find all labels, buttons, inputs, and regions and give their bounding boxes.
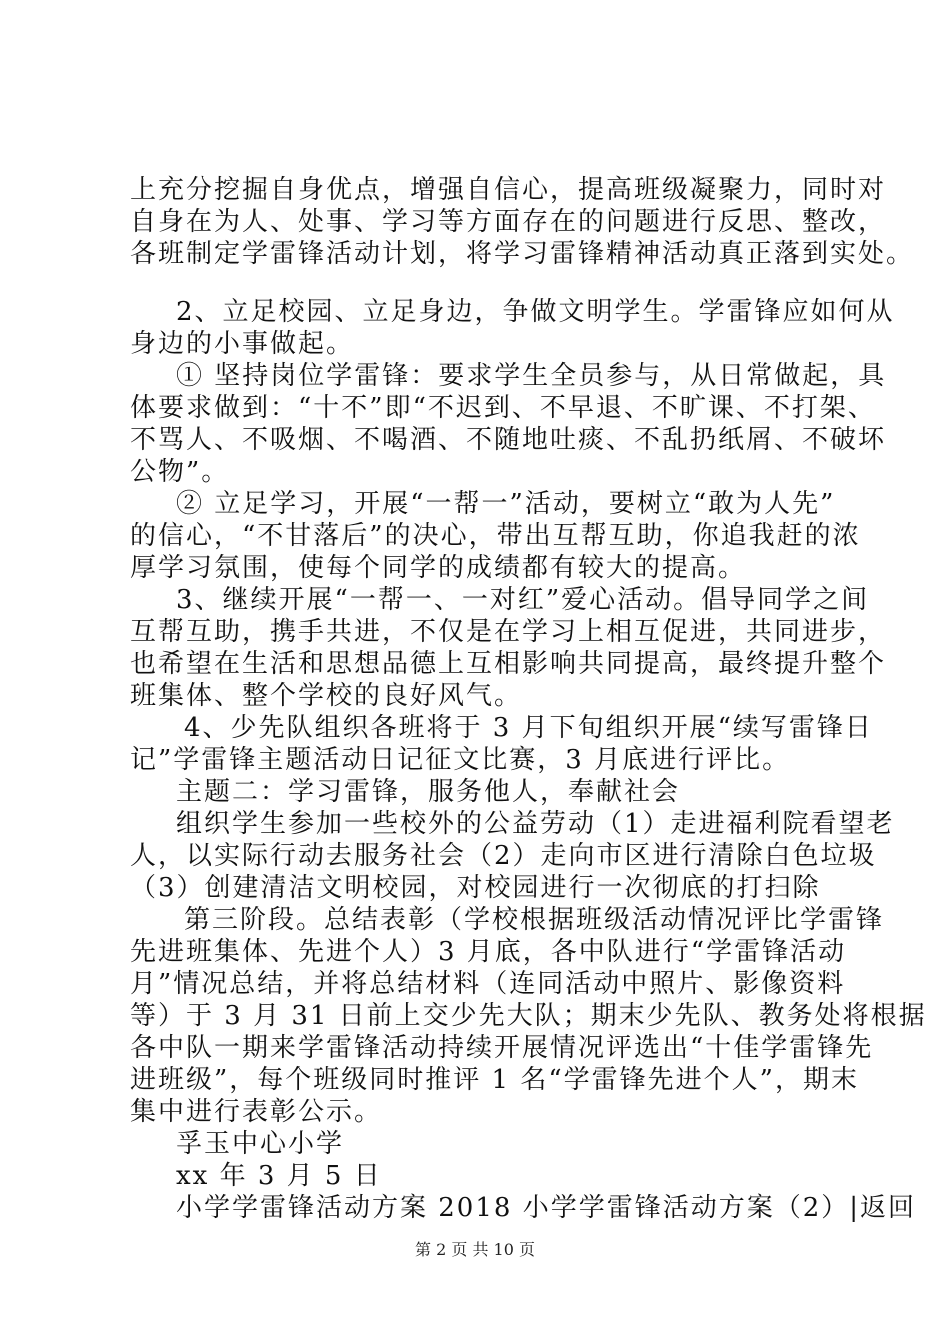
paragraph-line: 体要求做到：“十不”即“不迟到、不早退、不旷课、不打架、 <box>130 393 876 423</box>
page-footer: 第 2 页 共 10 页 <box>415 1240 535 1259</box>
paragraph-line: 各中队一期来学雷锋活动持续开展情况评选出“十佳学雷锋先 <box>130 1033 874 1063</box>
paragraph-line: 不骂人、不吸烟、不喝酒、不随地吐痰、不乱扔纸屑、不破坏 <box>130 425 887 455</box>
signature-date: xx 年 3 月 5 日 <box>176 1161 382 1191</box>
paragraph-line: 互帮互助，携手共进，不仅是在学习上相互促进，共同进步， <box>130 617 887 647</box>
paragraph-line: ① 坚持岗位学雷锋：要求学生全员参与，从日常做起，具 <box>176 361 887 391</box>
paragraph-line: 第三阶段。总结表彰（学校根据班级活动情况评比学雷锋 <box>184 905 885 935</box>
paragraph-line: 记”学雷锋主题活动日记征文比赛，3 月底进行评比。 <box>130 745 791 775</box>
paragraph-line: 厚学习氛围，使每个同学的成绩都有较大的提高。 <box>130 553 747 583</box>
signature-school: 孚玉中心小学 <box>176 1129 345 1159</box>
paragraph-line: 人，以实际行动去服务社会（2）走向市区进行清除白色垃圾 <box>130 841 877 871</box>
paragraph-line: 进班级”，每个班级同时推评 1 名“学雷锋先进个人”，期末 <box>130 1065 859 1095</box>
paragraph-line: 身边的小事做起。 <box>130 329 355 359</box>
paragraph-line: ② 立足学习，开展“一帮一”活动，要树立“敢为人先” <box>176 489 836 519</box>
paragraph-line: 的信心，“不甘落后”的决心，带出互帮互助，你追我赶的浓 <box>130 521 861 551</box>
paragraph-line: 组织学生参加一些校外的公益劳动（1）走进福利院看望老 <box>176 809 895 839</box>
paragraph-line: 3、继续开展“一帮一、一对红”爱心活动。倡导同学之间 <box>176 585 870 615</box>
paragraph-line: 也希望在生活和思想品德上互相影响共同提高，最终提升整个 <box>130 649 887 679</box>
paragraph-line: 2、立足校园、立足身边，争做文明学生。学雷锋应如何从 <box>176 297 895 327</box>
paragraph-line: 先进班集体、先进个人）3 月底，各中队进行“学雷锋活动 <box>130 937 847 967</box>
paragraph-line: 各班制定学雷锋活动计划，将学习雷锋精神活动真正落到实处。 <box>130 239 915 269</box>
paragraph-line: （3）创建清洁文明校园，对校园进行一次彻底的打扫除 <box>130 873 821 903</box>
section-heading: 主题二：学习雷锋，服务他人，奉献社会 <box>176 777 681 807</box>
paragraph-line: 4、少先队组织各班将于 3 月下旬组织开展“续写雷锋日 <box>184 713 873 743</box>
paragraph-line: 班集体、整个学校的良好风气。 <box>130 681 523 711</box>
paragraph-line: 等）于 3 月 31 日前上交少先大队；期末少先队、教务处将根据 <box>130 1001 927 1031</box>
related-link-line[interactable]: 小学学雷锋活动方案 2018 小学学雷锋活动方案（2）|返回 <box>176 1193 916 1223</box>
paragraph-line: 月”情况总结，并将总结材料（连同活动中照片、影像资料 <box>130 969 846 999</box>
paragraph-line: 公物”。 <box>130 457 230 487</box>
paragraph-line: 自身在为人、处事、学习等方面存在的问题进行反思、整改， <box>130 207 887 237</box>
paragraph-line: 上充分挖掘自身优点，增强自信心，提高班级凝聚力，同时对 <box>130 175 887 205</box>
paragraph-line: 集中进行表彰公示。 <box>130 1097 383 1127</box>
